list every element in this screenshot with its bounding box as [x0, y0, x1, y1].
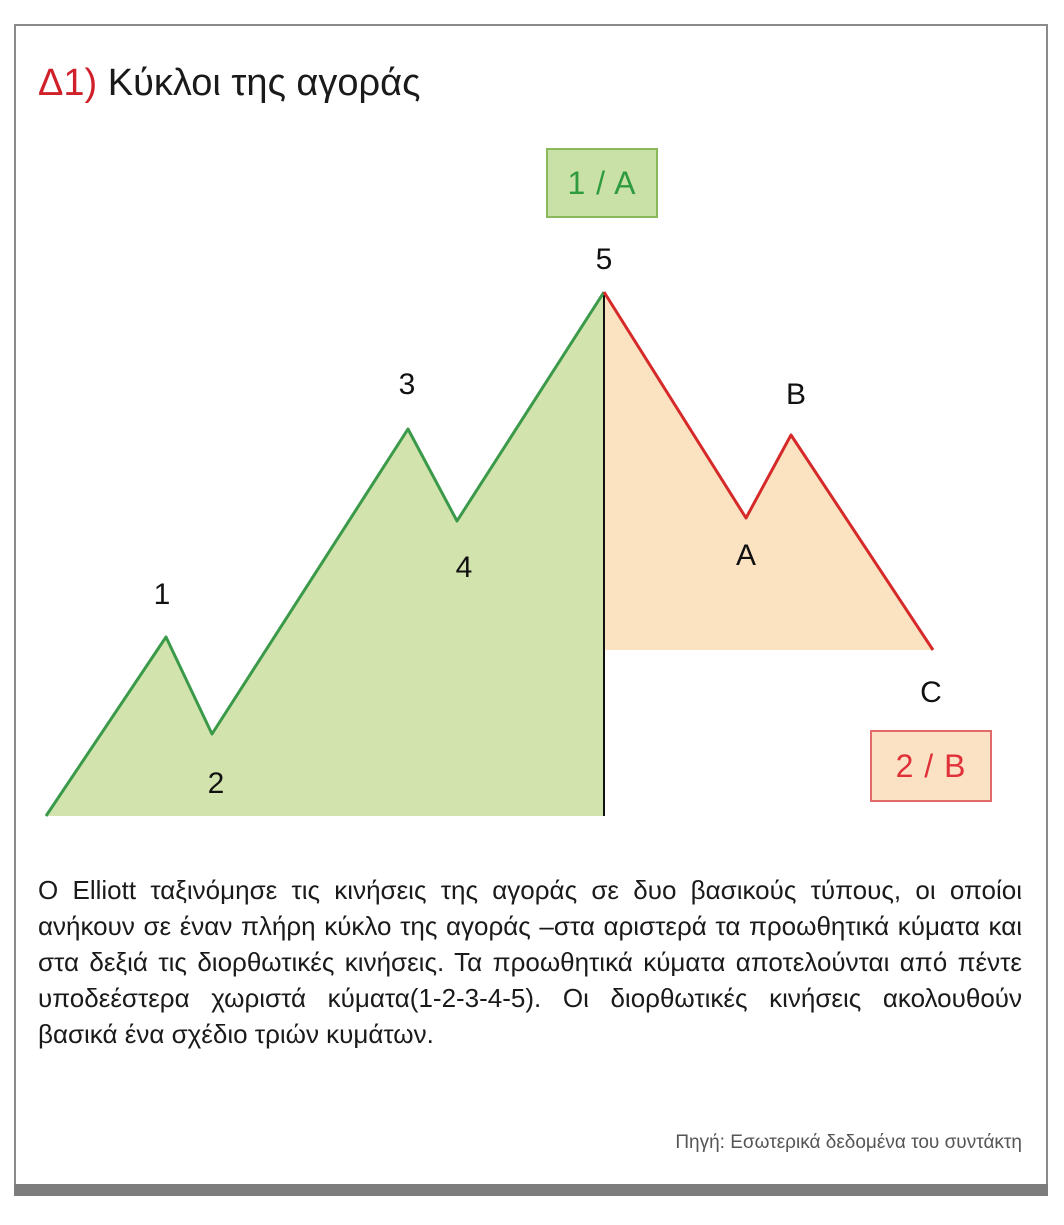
wave-label-4: 4 — [455, 551, 473, 584]
description-text: Ο Elliott ταξινόμησε τις κινήσεις της αγοράς σε δυο βασικούς τύπους, οι οποίοι ανήκουν σε έναν πλήρη κύκλο της αγοράς –στα αριστερά τα προωθητικά κύματα και στα δεξιά τις διορθωτικές κινήσεις. Τα προωθητικά κύματα αποτελούνται από πέντε υποδεέστερα χωριστά κύματα(1-2-3-4-5). Οι διορθωτικές κινήσεις ακολουθούν βασικά ένα σχέδιο τριών κυμάτων. — [38, 875, 1022, 1049]
impulse-cycle-box: 1 / A — [546, 148, 658, 218]
figure-number: Δ1) — [38, 62, 98, 104]
wave-label-1: 1 — [153, 578, 171, 611]
wave-label-a: A — [735, 539, 757, 572]
wave-label-3: 3 — [398, 368, 416, 401]
corrective-wave-area — [604, 292, 933, 650]
figure-title-text: Κύκλοι της αγοράς — [107, 62, 421, 104]
bottom-bar — [14, 1184, 1048, 1196]
wave-label-5: 5 — [595, 243, 613, 276]
impulse-wave-area — [46, 292, 604, 816]
source-note: Πηγή: Εσωτερικά δεδομένα του συντάκτη — [675, 1132, 1022, 1153]
corrective-cycle-box: 2 / B — [870, 730, 992, 802]
wave-label-2: 2 — [207, 767, 225, 800]
wave-label-c: C — [920, 676, 942, 709]
wave-label-b: B — [785, 378, 807, 411]
